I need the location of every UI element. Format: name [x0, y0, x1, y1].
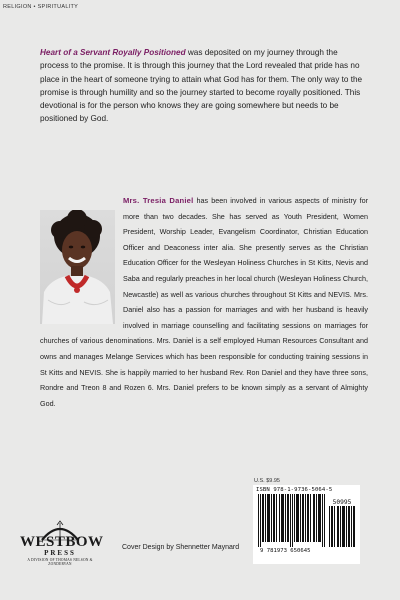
isbn-text: ISBN 978-1-9736-5064-5 [256, 487, 333, 493]
price-label: U.S. $9.95 [254, 478, 280, 484]
barcode-digits: 9 781973 650645 [260, 548, 311, 554]
blurb-text: was deposited on my journey through the process to the promise. It is through this journey that the Lord revealed that pride has no place in the heart of someone trying to attain what God has for them. The only way to the promise is through humility and so the journey started to become royally positioned. This devotional is for the person who knows they are going somewhere but needs to be positioned by God. [40, 48, 363, 124]
bow-icon [20, 520, 100, 542]
publisher-name: WESTBOW [20, 534, 104, 550]
publisher-subname: PRESS [44, 549, 76, 557]
book-blurb [40, 46, 368, 126]
barcode-addon-number: 50995 [332, 499, 352, 506]
cover-design-credit: Cover Design by Shennetter Maynard [122, 544, 240, 551]
author-photo [40, 210, 115, 324]
barcode-bars [256, 494, 326, 547]
barcode [253, 485, 360, 564]
book-title: Heart of a Servant Royally Positioned [40, 48, 186, 57]
barcode-addon-bars [329, 506, 355, 547]
author-bio [40, 193, 368, 411]
publisher-logo [20, 520, 104, 588]
bio-text: has been involved in various aspects of ministry for more than two decades. She has served as Youth President, Women President, Worship Leader, Evangelism Coordinator, Christian Education Officer and Deaconess inter alia. She presently serves as the Christian Education Officer for the Wesleyan Holiness Churches in St Kitts, Nevis and Saba and regularly preaches in her local church (Wesleyan Holiness Church, Newcastle) as well as various churches throughout St Kitts and NEVIS. Mrs. Daniel also has a passion for marriages and with her husband is heavily involved in marriage counselling and facilitating sessions on marriages for churches of various denominations. Mrs. Daniel is a self employed Human Resources Consultant and owns and manages Melange Services which has been responsible for conducting training sessions in St Kitts and NEVIS. She is happily married to her husband Rev. Ron Daniel and they have three sons, Rondre and Treon 8 and Rozen 6. Mrs. Daniel prefers to be known simply as a servant of Almighty God. [40, 196, 368, 408]
publisher-tagline: A DIVISION OF THOMAS NELSON & ZONDERVAN [27, 558, 93, 566]
author-name: Mrs. Tresia Daniel [123, 196, 194, 205]
category-label: RELIGION • SPIRITUALITY [3, 4, 79, 10]
